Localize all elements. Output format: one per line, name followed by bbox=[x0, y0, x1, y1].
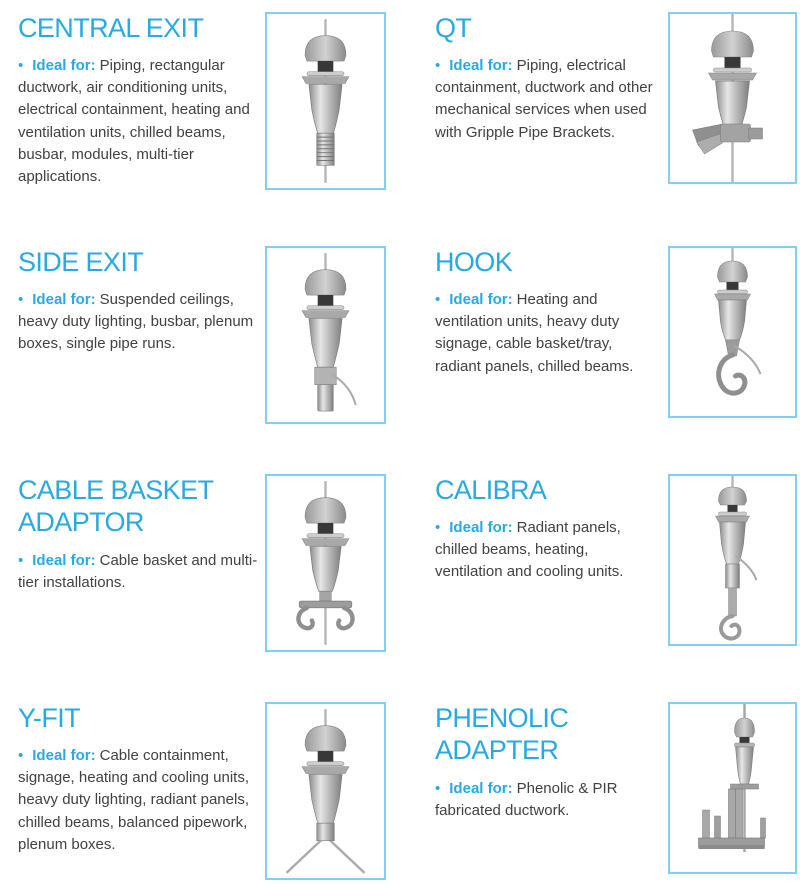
product-description bbox=[18, 550, 258, 594]
product-title: CALIBRA bbox=[435, 475, 547, 505]
product-description bbox=[435, 778, 659, 822]
product-image-frame bbox=[668, 246, 797, 418]
product-card-cable-basket-adaptor bbox=[18, 474, 390, 652]
description-text: Radiant panels, chilled beams, heating, ventilation and cooling units. bbox=[435, 519, 624, 581]
description-text: Cable containment, signage, heating and cooling units, heavy duty lighting, radiant panels, chilled beams, balanced pipework, plenum boxes. bbox=[18, 747, 250, 853]
ideal-for-label: Ideal for: bbox=[449, 779, 513, 797]
description-text: Piping, electrical containment, ductwork and other mechanical services when used with Gripple Pipe Brackets. bbox=[435, 57, 653, 141]
description-text: Heating and ventilation units, heavy duty signage, cable basket/tray, radiant panels, chilled beams. bbox=[435, 291, 634, 375]
product-text-block bbox=[435, 702, 659, 822]
product-image-frame bbox=[265, 702, 386, 880]
product-description bbox=[435, 289, 659, 377]
ideal-for-label: Ideal for: bbox=[32, 747, 96, 765]
calibra-product-image bbox=[670, 476, 795, 644]
product-image-frame bbox=[265, 12, 386, 190]
ideal-for-label: Ideal for: bbox=[449, 519, 513, 537]
product-card-calibra bbox=[435, 474, 797, 646]
ideal-for-label: Ideal for: bbox=[449, 57, 513, 75]
product-card-qt bbox=[435, 12, 797, 184]
bullet-icon: • bbox=[18, 57, 24, 75]
product-title: Y-FIT bbox=[18, 703, 81, 733]
description-text: Cable basket and multi-tier installations. bbox=[18, 551, 258, 591]
product-title: HOOK bbox=[435, 247, 513, 277]
ideal-for-label: Ideal for: bbox=[32, 57, 96, 75]
description-text: Suspended ceilings, heavy duty lighting, busbar, plenum boxes, single pipe runs. bbox=[18, 291, 254, 353]
product-description bbox=[18, 55, 258, 187]
bullet-icon: • bbox=[435, 519, 441, 537]
product-image-frame bbox=[668, 12, 797, 184]
product-text-block bbox=[18, 702, 258, 856]
product-description bbox=[435, 517, 659, 583]
side-exit-product-image bbox=[267, 248, 384, 422]
product-text-block bbox=[18, 12, 258, 188]
product-image-frame bbox=[265, 246, 386, 424]
bullet-icon: • bbox=[18, 291, 24, 309]
product-description bbox=[435, 55, 659, 143]
product-description bbox=[18, 745, 258, 855]
product-title: SIDE EXIT bbox=[18, 247, 144, 277]
y-fit-product-image bbox=[267, 704, 384, 878]
product-image-frame bbox=[265, 474, 386, 652]
product-title: PHENOLIC ADAPTER bbox=[435, 703, 569, 766]
bullet-icon: • bbox=[435, 779, 441, 797]
product-card-central-exit bbox=[18, 12, 390, 190]
product-text-block bbox=[435, 474, 659, 584]
bullet-icon: • bbox=[18, 551, 24, 569]
product-image-frame bbox=[668, 474, 797, 646]
product-text-block bbox=[18, 246, 258, 356]
bullet-icon: • bbox=[18, 747, 24, 765]
product-title: CABLE BASKET ADAPTOR bbox=[18, 475, 213, 538]
product-card-side-exit bbox=[18, 246, 390, 424]
product-description bbox=[18, 289, 258, 355]
product-card-phenolic-adapter bbox=[435, 702, 797, 874]
product-title: QT bbox=[435, 13, 472, 43]
product-title: CENTRAL EXIT bbox=[18, 13, 204, 43]
ideal-for-label: Ideal for: bbox=[32, 291, 96, 309]
product-text-block bbox=[435, 12, 659, 144]
product-image-frame bbox=[668, 702, 797, 874]
description-text: Piping, rectangular ductwork, air conditioning units, electrical containment, heating and ventilation units, chilled beams, busbar, modules, multi-tier applications. bbox=[18, 57, 250, 185]
hook-product-image bbox=[670, 248, 795, 416]
central-exit-product-image bbox=[267, 14, 384, 188]
description-text: Phenolic & PIR fabricated ductwork. bbox=[435, 779, 618, 819]
cable-basket-adaptor-product-image bbox=[267, 476, 384, 650]
bullet-icon: • bbox=[435, 57, 441, 75]
product-card-y-fit bbox=[18, 702, 390, 880]
phenolic-adapter-product-image bbox=[670, 704, 795, 872]
qt-product-image bbox=[670, 14, 795, 182]
ideal-for-label: Ideal for: bbox=[32, 551, 96, 569]
bullet-icon: • bbox=[435, 291, 441, 309]
ideal-for-label: Ideal for: bbox=[449, 291, 513, 309]
product-text-block bbox=[435, 246, 659, 378]
product-card-hook bbox=[435, 246, 797, 418]
product-text-block bbox=[18, 474, 258, 594]
